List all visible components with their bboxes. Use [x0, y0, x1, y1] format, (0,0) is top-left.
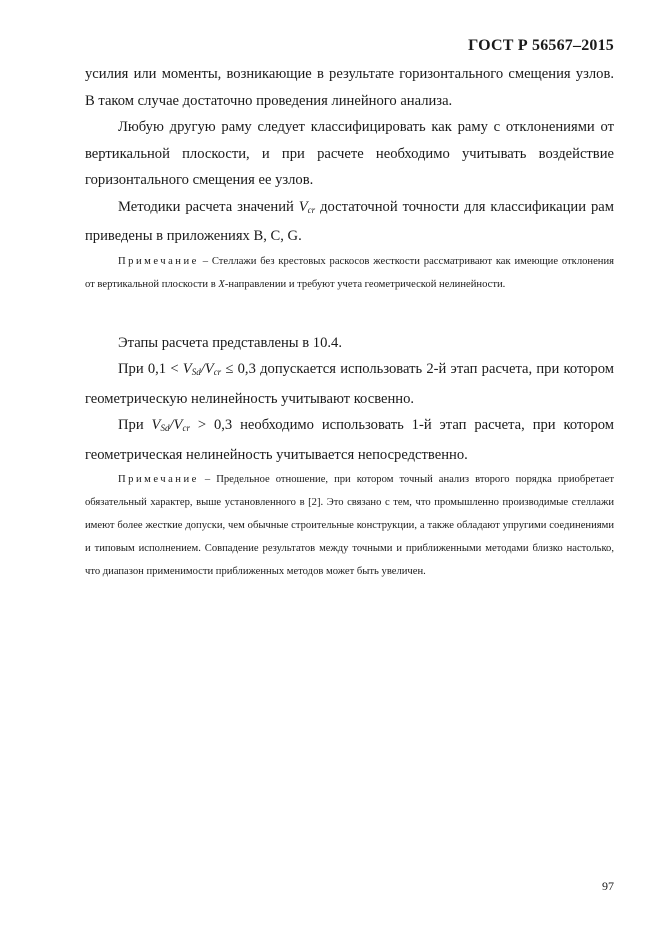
math-symbol: V	[151, 417, 161, 433]
page-number: 97	[602, 879, 614, 893]
math-symbol: /	[200, 361, 205, 377]
math-subscript: Sd	[160, 423, 170, 433]
math-symbol: X	[218, 278, 225, 290]
math-subscript: cr	[182, 423, 190, 433]
note-label: Примечание	[118, 474, 199, 485]
math-symbol: V	[173, 417, 183, 433]
text-run: При 0,1 <	[118, 361, 183, 377]
math-symbol: V	[204, 361, 214, 377]
text-run: – Предельное отношение, при котором точный анализ второго порядка приобретает обязательный характер, выше установленного в [2]. Это связано с тем, что промышленно производимые стеллажи имеют более жесткие допуски, чем обычные строительные конструкции, а также обладают упругими соединениями и типовым исполнением. Совпадение результатов между точными и приближенными методами близко настолько, что диапазон применимости приближенных методов может быть увеличен.	[85, 474, 614, 577]
note-label: Примечание	[118, 255, 199, 267]
text-run: > 0,3 необходимо использовать 1-й этап расчета, при котором геометрическая нелинейность учитывается непосредственно.	[85, 417, 614, 463]
text-run: При	[118, 417, 152, 433]
math-subscript: Sd	[191, 367, 201, 377]
text-run: ≤ 0,3 допускается использовать 2-й этап расчета, при котором геометрическую нелинейность учитывают косвенно.	[85, 361, 614, 407]
paragraph: усилия или моменты, возникающие в результате горизонтального смещения узлов. В таком случае достаточно проведения линейного анализа.	[85, 66, 614, 109]
text-run: -направлении и требуют учета геометрической нелинейности.	[224, 278, 506, 290]
note	[85, 468, 614, 583]
paragraph: Этапы расчета представлены в 10.4.	[118, 334, 342, 351]
note	[85, 250, 614, 296]
math-symbol: V	[182, 361, 192, 377]
text-run: достаточной точности для классификации рам приведены в приложениях B, C, G.	[85, 198, 614, 244]
math-symbol: /	[169, 417, 174, 433]
page-content	[85, 61, 614, 583]
text-run: – Стеллажи без крестовых раскосов жесткости рассматривают как имеющие отклонения от вертикальной плоскости в	[85, 255, 614, 290]
math-subscript: cr	[307, 204, 316, 215]
text-run: Методики расчета значений	[118, 198, 299, 215]
paragraph	[85, 356, 614, 412]
paragraph	[85, 412, 614, 468]
paragraph: Любую другую раму следует классифицировать как раму с отклонениями от вертикальной плоскости, и при расчете необходимо учитывать воздействие горизонтального смещения ее узлов.	[85, 119, 614, 188]
spacer	[85, 296, 614, 330]
paragraph	[85, 194, 614, 250]
math-subscript: cr	[213, 367, 222, 377]
document-id: ГОСТ Р 56567–2015	[468, 37, 614, 54]
math-symbol: V	[298, 198, 308, 215]
